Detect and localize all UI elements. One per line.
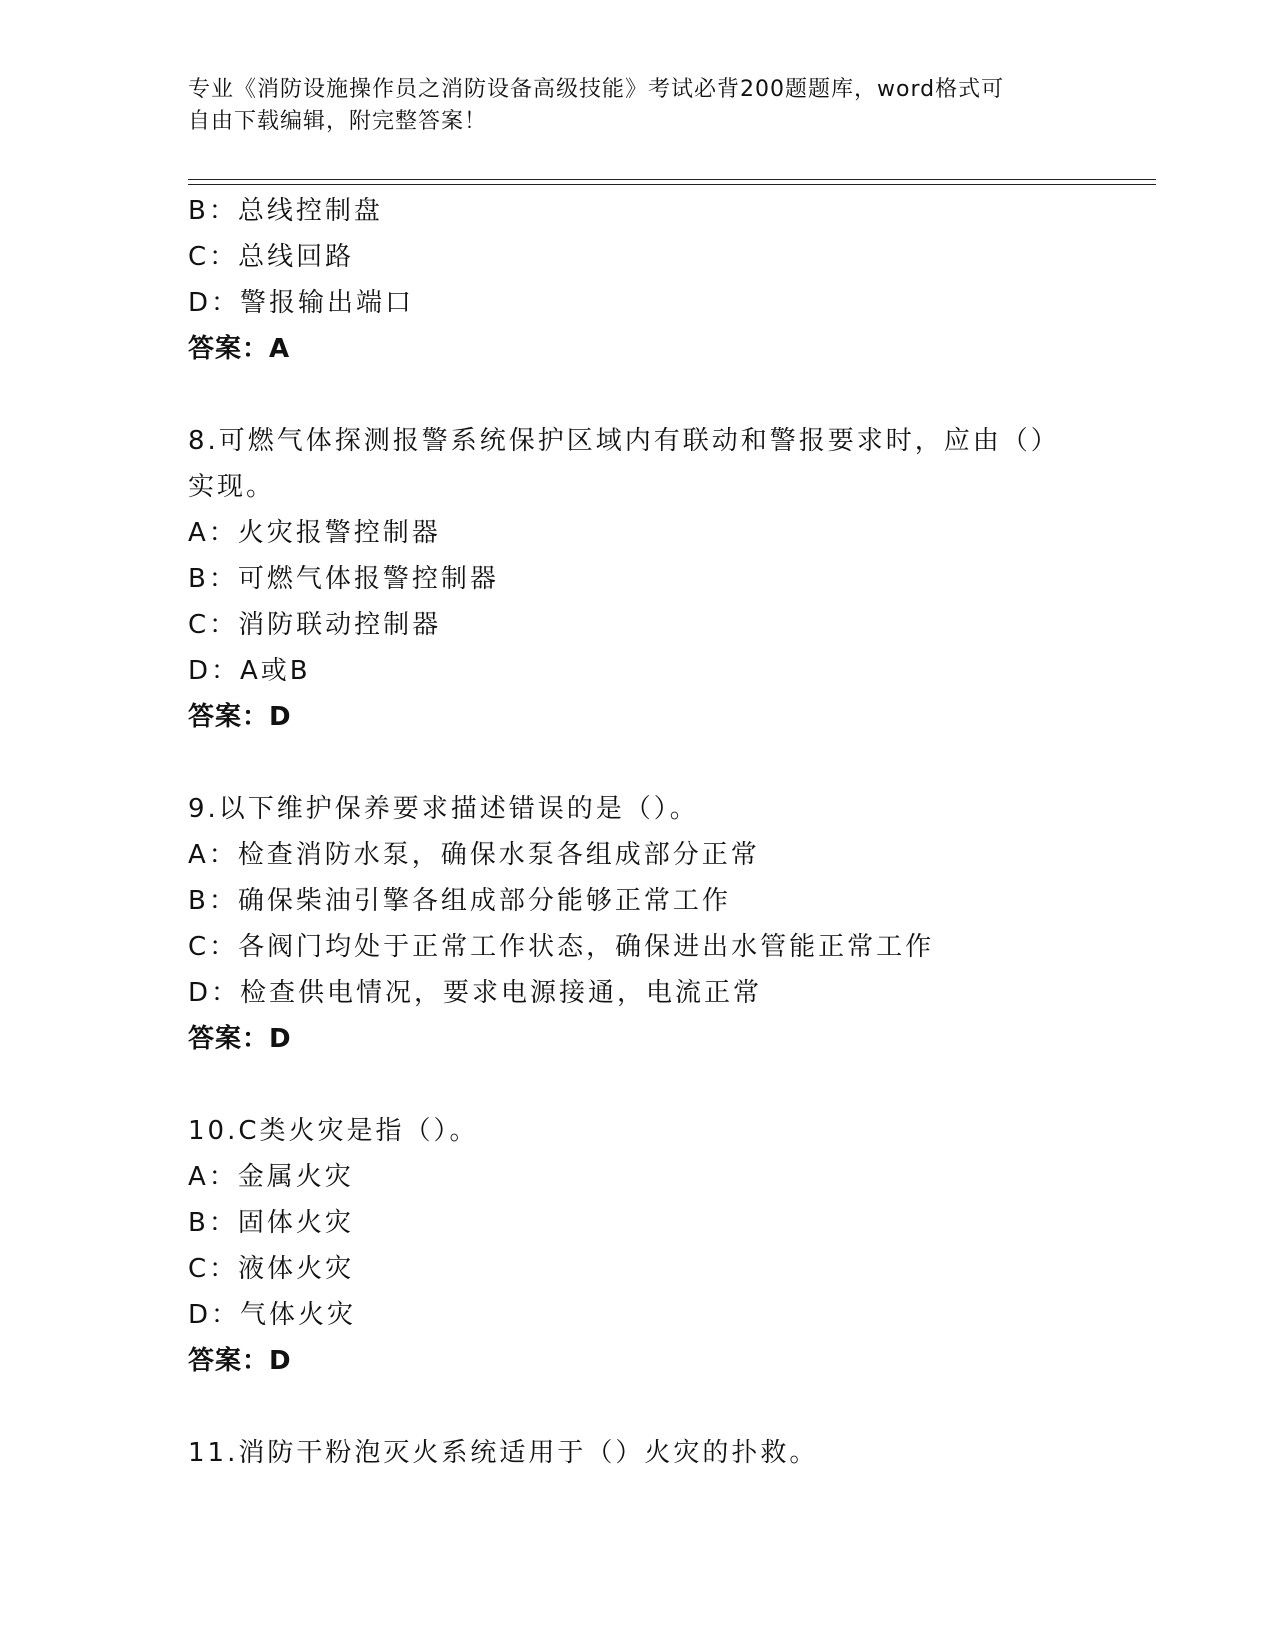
header-line-1: 专业《消防设施操作员之消防设备高级技能》考试必背200题题库，word格式可 bbox=[188, 77, 1005, 102]
question-text: 11.消防干粉泡灭火系统适用于（）火灾的扑救。 bbox=[188, 1438, 819, 1468]
question-8 bbox=[188, 418, 1088, 740]
option-d: D：检查供电情况，要求电源接通，电流正常 bbox=[188, 978, 763, 1008]
option-b: B：确保柴油引擎各组成部分能够正常工作 bbox=[188, 886, 731, 916]
question-list bbox=[188, 188, 1088, 1476]
option-a: A：火灾报警控制器 bbox=[188, 518, 441, 548]
question-text: 8.可燃气体探测报警系统保护区域内有联动和警报要求时，应由（） bbox=[188, 426, 1060, 456]
document-header bbox=[188, 74, 1108, 138]
option-c: C：总线回路 bbox=[188, 242, 355, 272]
question-10 bbox=[188, 1108, 1088, 1384]
option-c: C：液体火灾 bbox=[188, 1254, 355, 1284]
option-a: A：金属火灾 bbox=[188, 1162, 354, 1192]
answer: 答案：A bbox=[188, 334, 291, 364]
question-7-continued bbox=[188, 188, 1088, 372]
option-c: C：各阀门均处于正常工作状态，确保进出水管能正常工作 bbox=[188, 932, 935, 962]
question-text-continued: 实现。 bbox=[188, 472, 276, 502]
question-text: 9.以下维护保养要求描述错误的是（）。 bbox=[188, 794, 699, 824]
option-b: B：固体火灾 bbox=[188, 1208, 354, 1238]
option-b: B：总线控制盘 bbox=[188, 196, 383, 226]
header-rule-top bbox=[188, 179, 1156, 180]
option-d: D：气体火灾 bbox=[188, 1300, 357, 1330]
option-d: D：A或B bbox=[188, 656, 311, 686]
question-text: 10.C类火灾是指（）。 bbox=[188, 1116, 479, 1146]
answer: 答案：D bbox=[188, 1024, 292, 1054]
answer: 答案：D bbox=[188, 702, 292, 732]
answer: 答案：D bbox=[188, 1346, 292, 1376]
option-d: D：警报输出端口 bbox=[188, 288, 415, 318]
option-b: B：可燃气体报警控制器 bbox=[188, 564, 499, 594]
header-rule-bottom bbox=[188, 184, 1156, 185]
question-9 bbox=[188, 786, 1088, 1062]
option-c: C：消防联动控制器 bbox=[188, 610, 442, 640]
question-11 bbox=[188, 1430, 1088, 1476]
option-a: A：检查消防水泵，确保水泵各组成部分正常 bbox=[188, 840, 760, 870]
header-line-2: 自由下载编辑，附完整答案！ bbox=[188, 109, 488, 134]
